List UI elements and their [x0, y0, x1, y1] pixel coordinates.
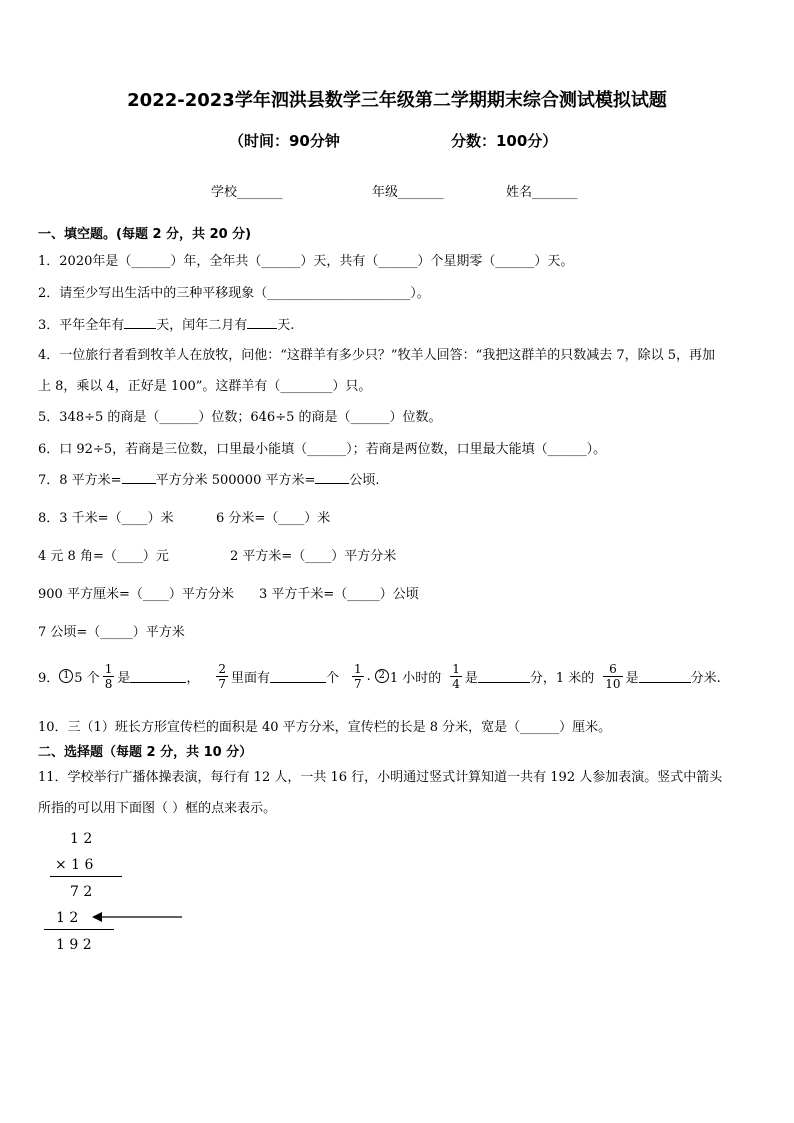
q9-blank-1	[130, 670, 186, 683]
q9-text-6: .	[366, 668, 371, 684]
question-11-line-2: 所指的可以用下面图（ ）框的点来表示。	[38, 801, 277, 816]
q9-text-4: 里面有	[231, 670, 271, 686]
q9-text-2: 是	[117, 670, 131, 686]
q9-text-10: 是	[625, 670, 639, 686]
q9-blank-2	[270, 670, 326, 683]
question-6: 6．口 92÷5，若商是三位数，口里最小能填（______）；若商是两位数，口里最大能填（______）。	[38, 442, 607, 457]
exam-score: 分数：100分）	[451, 132, 558, 150]
q9-text-5: 个	[326, 670, 340, 686]
question-2: 2．请至少写出生活中的三种平移现象（______________________）。	[38, 286, 430, 301]
q3-text-b: 天，闰年二月有	[156, 318, 248, 333]
q9-text-3: ，	[186, 670, 200, 686]
q9-text-11: 分米.	[690, 670, 721, 686]
question-5: 5．348÷5 的商是（______）位数；646÷5 的商是（______）位数。	[38, 410, 442, 425]
calc-row-5: 1 9 2	[56, 937, 92, 953]
grade-field: 年级_______	[372, 185, 444, 200]
circled-number-1: 1	[59, 669, 73, 683]
q9-blank-3	[478, 670, 530, 683]
question-10: 10．三（1）班长方形宣传栏的面积是 40 平方分米，宣传栏的长是 8 分米，宽是（______）厘米。	[38, 720, 612, 735]
q3-blank-1	[124, 316, 156, 329]
question-8-r2b: 2 平方米=（____）平方分米	[230, 549, 397, 564]
name-field: 姓名_______	[506, 185, 578, 200]
calc-row-4: 1 2	[56, 910, 79, 926]
school-field: 学校_______	[211, 185, 283, 200]
question-8-r3a: 900 平方厘米=（____）平方分米	[38, 587, 234, 602]
calc-row-3: 7 2	[70, 884, 93, 900]
fraction-6-10: $\frac{6}{10}$	[605, 661, 621, 691]
calc-row-1: 1 2	[70, 831, 93, 847]
q3-text-c: 天.	[277, 318, 295, 333]
question-11-line-1: 11．学校举行广播体操表演，每行有 12 人，一共 16 行，小明通过竖式计算知道一共有 192 人参加表演。竖式中箭头	[38, 770, 723, 785]
q3-blank-2	[247, 316, 277, 329]
question-4-line-1: 4．一位旅行者看到牧羊人在放牧，问他：“这群羊有多少只？”牧羊人回答：“我把这群羊的只数减去 7，除以 5，再加	[38, 348, 716, 363]
section-multiple-choice: 二、选择题（每题 2 分，共 10 分）	[38, 745, 253, 760]
question-3	[38, 314, 294, 333]
question-8-r3b: 3 平方千米=（_____）公顷	[259, 587, 419, 602]
question-8-r1b: 6 分米=（____）米	[216, 511, 331, 526]
section-fill-in: 一、填空题。(每题 2 分，共 20 分)	[38, 227, 252, 242]
q7-text-b: 平方分米 500000 平方米=	[155, 473, 316, 488]
fraction-1-7: $\frac{1}{7}$	[354, 661, 362, 691]
fraction-1-8: $\frac{1}{8}$	[104, 661, 113, 691]
question-1: 1．2020年是（______）年，全年共（______）天，共有（______）个星期零（______）天。	[38, 254, 574, 269]
calc-line-2	[44, 929, 114, 930]
question-8-r2a: 4 元 8 角=（____）元	[38, 549, 169, 564]
calc-line-1	[50, 876, 122, 877]
calc-row-2: × 1 6	[55, 857, 94, 873]
q9-text-1: 5 个	[74, 670, 100, 686]
q9-text-8: 是	[464, 670, 478, 686]
question-7	[38, 469, 380, 488]
exam-time: （时间：90分钟	[229, 132, 340, 150]
q7-blank-1	[122, 471, 156, 484]
question-8-r4a: 7 公顷=（_____）平方米	[38, 625, 185, 640]
page-title: 2022-2023学年泗洪县数学三年级第二学期期末综合测试模拟试题	[127, 90, 667, 111]
q7-text-a: 7．8 平方米=	[38, 473, 122, 488]
fraction-1-4: $\frac{1}{4}$	[452, 661, 460, 691]
q9-blank-4	[639, 670, 691, 683]
question-4-line-2: 上 8，乘以 4，正好是 100”。这群羊有（________）只。	[38, 379, 372, 394]
question-8-r1a: 8．3 千米=（____）米	[38, 511, 174, 526]
circled-number-2: 2	[375, 669, 389, 683]
q7-blank-2	[315, 471, 349, 484]
question-9	[38, 656, 721, 696]
arrow-icon	[92, 910, 184, 924]
fraction-2-7: $\frac{2}{7}$	[218, 661, 226, 691]
q7-text-c: 公顷.	[349, 473, 380, 488]
q3-text-a: 3．平年全年有	[38, 318, 125, 333]
q9-number: 9．	[38, 670, 60, 686]
q9-text-9: 分，1 米的	[529, 670, 595, 686]
q9-text-7: 1 小时的	[389, 670, 442, 686]
